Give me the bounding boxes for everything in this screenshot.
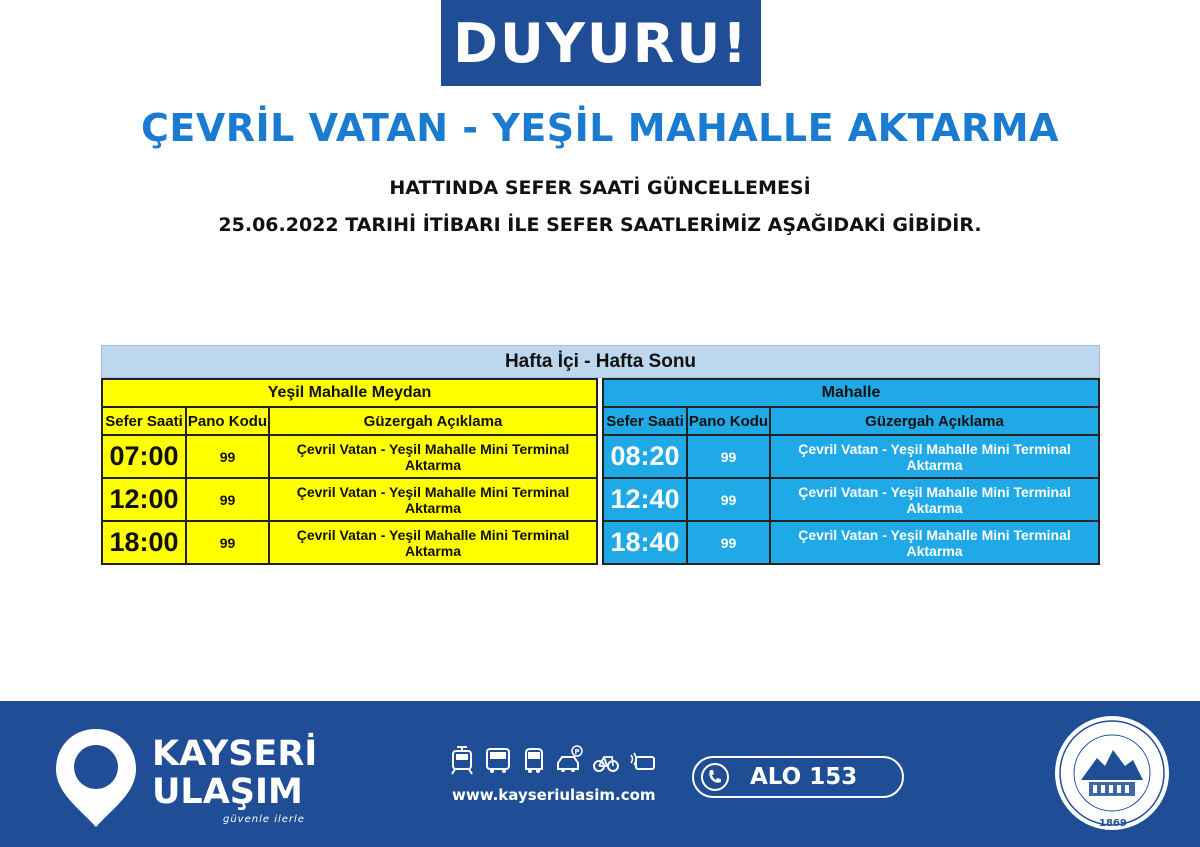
route-description: Çevril Vatan - Yeşil Mahalle Mini Terminal Aktarma xyxy=(770,435,1099,478)
subtitle-effective-date: 25.06.2022 TARIHİ İTİBARI İLE SEFER SAATLERİMİZ AŞAĞIDAKİ GİBİDİR. xyxy=(218,214,982,236)
route-description: Çevril Vatan - Yeşil Mahalle Mini Terminal Aktarma xyxy=(269,478,597,521)
brand-name xyxy=(152,735,317,811)
schedule-heading: Hafta İçi - Hafta Sonu xyxy=(101,345,1100,378)
table-row xyxy=(603,478,1099,521)
announcement-badge: DUYURU! xyxy=(441,0,761,86)
column-header-time: Sefer Saati xyxy=(603,407,687,435)
location-pin-logo-icon xyxy=(50,723,142,831)
tram-icon xyxy=(448,745,476,775)
brand-slogan: güvenle ilerle xyxy=(223,814,305,825)
table-row xyxy=(102,521,597,564)
column-header-route: Güzergah Açıklama xyxy=(770,407,1099,435)
route-description: Çevril Vatan - Yeşil Mahalle Mini Terminal Aktarma xyxy=(770,478,1099,521)
subtitle-update: HATTINDA SEFER SAATİ GÜNCELLEMESİ xyxy=(389,177,811,199)
schedule-table-right xyxy=(602,378,1100,565)
column-header-code: Pano Kodu xyxy=(186,407,269,435)
board-code: 99 xyxy=(186,521,269,564)
departure-time: 18:00 xyxy=(102,521,186,564)
footer-band xyxy=(0,701,1200,847)
board-code: 99 xyxy=(687,478,770,521)
route-description: Çevril Vatan - Yeşil Mahalle Mini Terminal Aktarma xyxy=(269,521,597,564)
departure-time: 12:00 xyxy=(102,478,186,521)
departure-time: 07:00 xyxy=(102,435,186,478)
phone-hotline[interactable] xyxy=(692,756,904,798)
table-row xyxy=(102,435,597,478)
column-header-time: Sefer Saati xyxy=(102,407,186,435)
svg-text:P: P xyxy=(574,748,580,756)
location-heading: Yeşil Mahalle Meydan xyxy=(102,379,597,407)
brand-line-2: ULAŞIM xyxy=(152,772,303,812)
board-code: 99 xyxy=(186,435,269,478)
departure-time: 18:40 xyxy=(603,521,687,564)
table-row xyxy=(603,435,1099,478)
route-title: ÇEVRİL VATAN - YEŞİL MAHALLE AKTARMA xyxy=(141,106,1059,150)
board-code: 99 xyxy=(687,521,770,564)
phone-number: ALO 153 xyxy=(750,764,858,790)
bicycle-icon xyxy=(592,745,620,775)
phone-icon xyxy=(700,762,730,792)
column-header-route: Güzergah Açıklama xyxy=(269,407,597,435)
minibus-icon xyxy=(520,745,548,775)
departure-time: 12:40 xyxy=(603,478,687,521)
parking-car-icon xyxy=(556,745,584,775)
table-row xyxy=(603,521,1099,564)
table-row xyxy=(102,478,597,521)
board-code: 99 xyxy=(687,435,770,478)
route-description: Çevril Vatan - Yeşil Mahalle Mini Terminal Aktarma xyxy=(269,435,597,478)
contactless-card-icon xyxy=(628,745,656,775)
board-code: 99 xyxy=(186,478,269,521)
website-link[interactable]: www.kayseriulasim.com xyxy=(452,786,656,804)
transit-icons xyxy=(448,745,656,775)
departure-time: 08:20 xyxy=(603,435,687,478)
seal-year: 1869 xyxy=(1099,818,1127,829)
schedule-table-left xyxy=(101,378,598,565)
column-header-code: Pano Kodu xyxy=(687,407,770,435)
route-description: Çevril Vatan - Yeşil Mahalle Mini Terminal Aktarma xyxy=(770,521,1099,564)
schedule xyxy=(101,345,1100,565)
location-heading: Mahalle xyxy=(603,379,1099,407)
bus-icon xyxy=(484,745,512,775)
municipality-seal-icon xyxy=(1053,714,1171,832)
brand-line-1: KAYSERİ xyxy=(152,734,318,774)
